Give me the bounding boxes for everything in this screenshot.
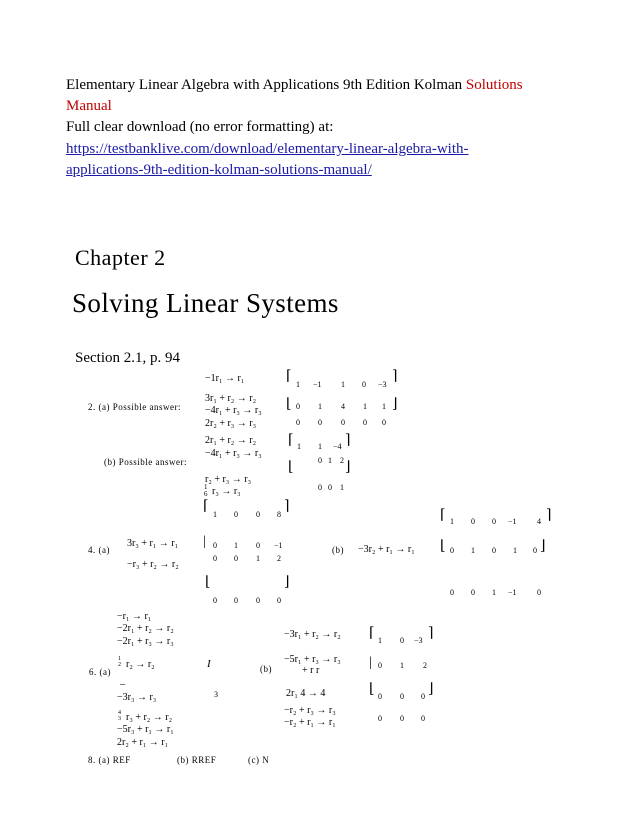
p6b-bracket-top-right: ⌉ [428,626,434,641]
matrix-cell: 1 [296,380,300,389]
p2a-bracket-top-right: ⌉ [392,369,398,384]
p2b-op-3: r₂ + r₃ → r₃ [205,474,252,485]
matrix-cell: 0 [234,554,238,563]
chapter-label: Chapter 2 [75,245,166,270]
matrix-cell: 1 [378,636,382,645]
matrix-cell: −4 [333,442,342,451]
fraction-numerator: 1 [204,483,208,491]
matrix-cell: 0 [421,714,425,723]
p2a-op-1: −1r₁ → r₁ [205,373,245,384]
matrix-cell: 0 [277,596,281,605]
matrix-cell: 1 [492,588,496,597]
p2a-bracket-top-left: ⌈ [286,369,292,384]
matrix-cell: 0 [450,546,454,555]
matrix-cell: 0 [213,554,217,563]
p6b-op-5: −r₂ + r₃ → r₃ [284,705,336,716]
p6a-three: 3 [214,690,218,699]
matrix-cell: 0 [400,714,404,723]
matrix-cell: 2 [277,554,281,563]
matrix-cell: 1 [318,402,322,411]
p4-label: 4. (a) [88,545,110,555]
matrix-cell: 0 [378,692,382,701]
matrix-cell: 8 [277,510,281,519]
matrix-cell: 1 [328,456,332,465]
download-link-line-2[interactable]: applications-9th-edition-kolman-solutions-manual/ [66,162,372,178]
p6a-op-1: −r₁ → r₁ [117,611,152,622]
section-label: Section [75,350,120,366]
p2b-bracket-bottom-right: ⌋ [345,460,351,475]
matrix-cell: −1 [274,541,283,550]
p2a-bracket-bottom-left: ⌊ [286,397,292,412]
matrix-cell: 0 [234,510,238,519]
matrix-cell: 1 [341,380,345,389]
title-red-text: Solutions [465,77,523,93]
p6a-op-5: −3r₃ → r₃ [117,692,157,703]
p6b-op-2: −5r₁ + r₃ → r₃ [284,654,341,665]
p6b-bracket-mid: | [369,655,372,670]
matrix-cell: 0 [363,418,367,427]
p8-b: (b) RREF [177,755,217,765]
matrix-cell: 0 [256,541,260,550]
matrix-cell: 1 [213,510,217,519]
matrix-cell: 1 [450,517,454,526]
matrix-cell: −1 [508,517,517,526]
matrix-cell: 0 [256,596,260,605]
matrix-cell: −3 [414,636,423,645]
section-number: 2.1, [123,350,147,366]
matrix-cell: 0 [328,483,332,492]
p4b-bracket-mid-left: ⌊ [440,539,446,554]
identity-matrix: I [207,658,211,670]
fraction-numerator: 1 [118,656,121,662]
matrix-cell: 0 [492,517,496,526]
p6b-op-4: 2r₁ 4 → 4 [286,688,326,699]
p4a-bracket-mid: | [203,534,206,549]
section-page: p. 94 [150,350,180,366]
matrix-cell: 0 [296,402,300,411]
fraction-denominator: 2 [118,662,121,668]
matrix-cell: 1 [400,661,404,670]
fraction-denominator: 6 [204,490,208,498]
p2b-op-1: 2r₁ + r₂ → r₂ [205,435,257,446]
p2-label: 2. (a) Possible answer: [88,402,181,412]
p4a-op-1: 3r₃ + r₁ → r₁ [127,538,179,549]
p4a-bracket-top-left: ⌈ [203,499,209,514]
p4a-bracket-bottom-left: ⌊ [205,575,211,590]
matrix-cell: 1 [256,554,260,563]
p8-a: 8. (a) REF [88,755,131,765]
p4a-op-2: −r₃ + r₂ → r₂ [127,559,179,570]
matrix-cell: 0 [378,661,382,670]
p4a-bracket-bottom-right: ⌋ [284,575,290,590]
p2a-op-2: 3r₁ + r₂ → r₂ [205,393,257,404]
p2b-op-2: −4r₁ + r₃ → r₃ [205,448,262,459]
p6a-op-4: r₂ → r₂ [126,659,155,670]
p2a-bracket-bottom-right: ⌋ [392,397,398,412]
p6b-op-1: −3r₁ + r₂ → r₂ [284,629,341,640]
matrix-cell: 2 [423,661,427,670]
fraction-denominator: 3 [118,716,121,722]
matrix-cell: 0 [471,517,475,526]
matrix-cell: −3 [378,380,387,389]
p2b-bracket-bottom-left: ⌊ [288,460,294,475]
p4b-bracket-top-left: ⌈ [440,508,446,523]
p2b-label: (b) Possible answer: [104,457,187,467]
p8-c: (c) N [248,755,270,765]
matrix-cell: 0 [234,596,238,605]
matrix-cell: 0 [362,380,366,389]
p2a-op-3: −4r₁ + r₃ → r₃ [205,405,262,416]
matrix-cell: 0 [492,546,496,555]
matrix-cell: 1 [471,546,475,555]
p6a-dash: – [120,679,125,690]
matrix-cell: 0 [378,714,382,723]
p6a-fraction-half [118,656,121,668]
p6-label: 6. (a) [89,667,111,677]
matrix-cell: 0 [400,692,404,701]
matrix-cell: 0 [341,418,345,427]
matrix-cell: 0 [400,636,404,645]
title-text: Elementary Linear Algebra with Applications 9th Edition Kolman [66,77,463,93]
title-red-continuation: Manual [66,98,112,114]
matrix-cell: 0 [213,541,217,550]
p6a-op-8: 2r₂ + r₁ → r₁ [117,737,169,748]
matrix-cell: 0 [318,456,322,465]
p6b-op-6: −r₂ + r₁ → r₁ [284,717,336,728]
p6a-op-7: −5r₃ + r₁ → r₁ [117,724,174,735]
matrix-cell: −1 [313,380,322,389]
matrix-cell: 0 [296,418,300,427]
chapter-title: Solving Linear Systems [72,288,339,318]
fraction-numerator: 4 [118,710,121,716]
p4a-bracket-top-right: ⌉ [284,499,290,514]
p6b-bracket-bottom-right: ⌋ [428,682,434,697]
matrix-cell: 1 [318,442,322,451]
header-title [66,75,523,96]
matrix-cell: 4 [341,402,345,411]
matrix-cell: 0 [318,418,322,427]
p2b-fraction [204,484,208,498]
matrix-cell: 0 [537,588,541,597]
p4b-bracket-top-right: ⌉ [546,508,552,523]
p6b-label: (b) [260,664,272,674]
matrix-cell: 0 [533,546,537,555]
matrix-cell: 0 [450,588,454,597]
matrix-cell: 0 [213,596,217,605]
matrix-cell: 0 [471,588,475,597]
matrix-cell: 4 [537,517,541,526]
matrix-cell: 2 [340,456,344,465]
matrix-cell: 1 [363,402,367,411]
p4b-label: (b) [332,545,344,555]
matrix-cell: 0 [382,418,386,427]
p6a-op-3: −2r₁ + r₃ → r₃ [117,636,174,647]
matrix-cell: 1 [382,402,386,411]
p6b-op-3: + r r [302,665,320,676]
matrix-cell: 1 [513,546,517,555]
p6b-bracket-top-left: ⌈ [369,626,375,641]
p6a-fraction-four-thirds [118,710,121,722]
p6b-bracket-bottom-left: ⌊ [369,682,375,697]
matrix-cell: 1 [234,541,238,550]
p2a-op-4: 2r₂ + r₃ → r₃ [205,418,257,429]
download-link-line-1[interactable]: https://testbanklive.com/download/elementary-linear-algebra-with- [66,141,469,157]
p2b-bracket-top-left: ⌈ [288,433,294,448]
matrix-cell: 0 [256,510,260,519]
section-heading [75,350,180,367]
matrix-cell: −1 [508,588,517,597]
matrix-cell: 0 [421,692,425,701]
p4b-bracket-mid-right: ⌋ [540,539,546,554]
p2b-op-4: r₃ → r₃ [212,486,241,497]
matrix-cell: 1 [297,442,301,451]
p6a-op-2: −2r₁ + r₂ → r₂ [117,623,174,634]
p6a-op-6: r₃ + r₂ → r₂ [126,712,173,723]
p4b-op: −3r₂ + r₁ → r₁ [358,544,415,555]
p2b-bracket-top-right: ⌉ [345,433,351,448]
matrix-cell: 0 [318,483,322,492]
matrix-cell: 1 [340,483,344,492]
download-text: Full clear download (no error formatting) at: [66,119,334,135]
